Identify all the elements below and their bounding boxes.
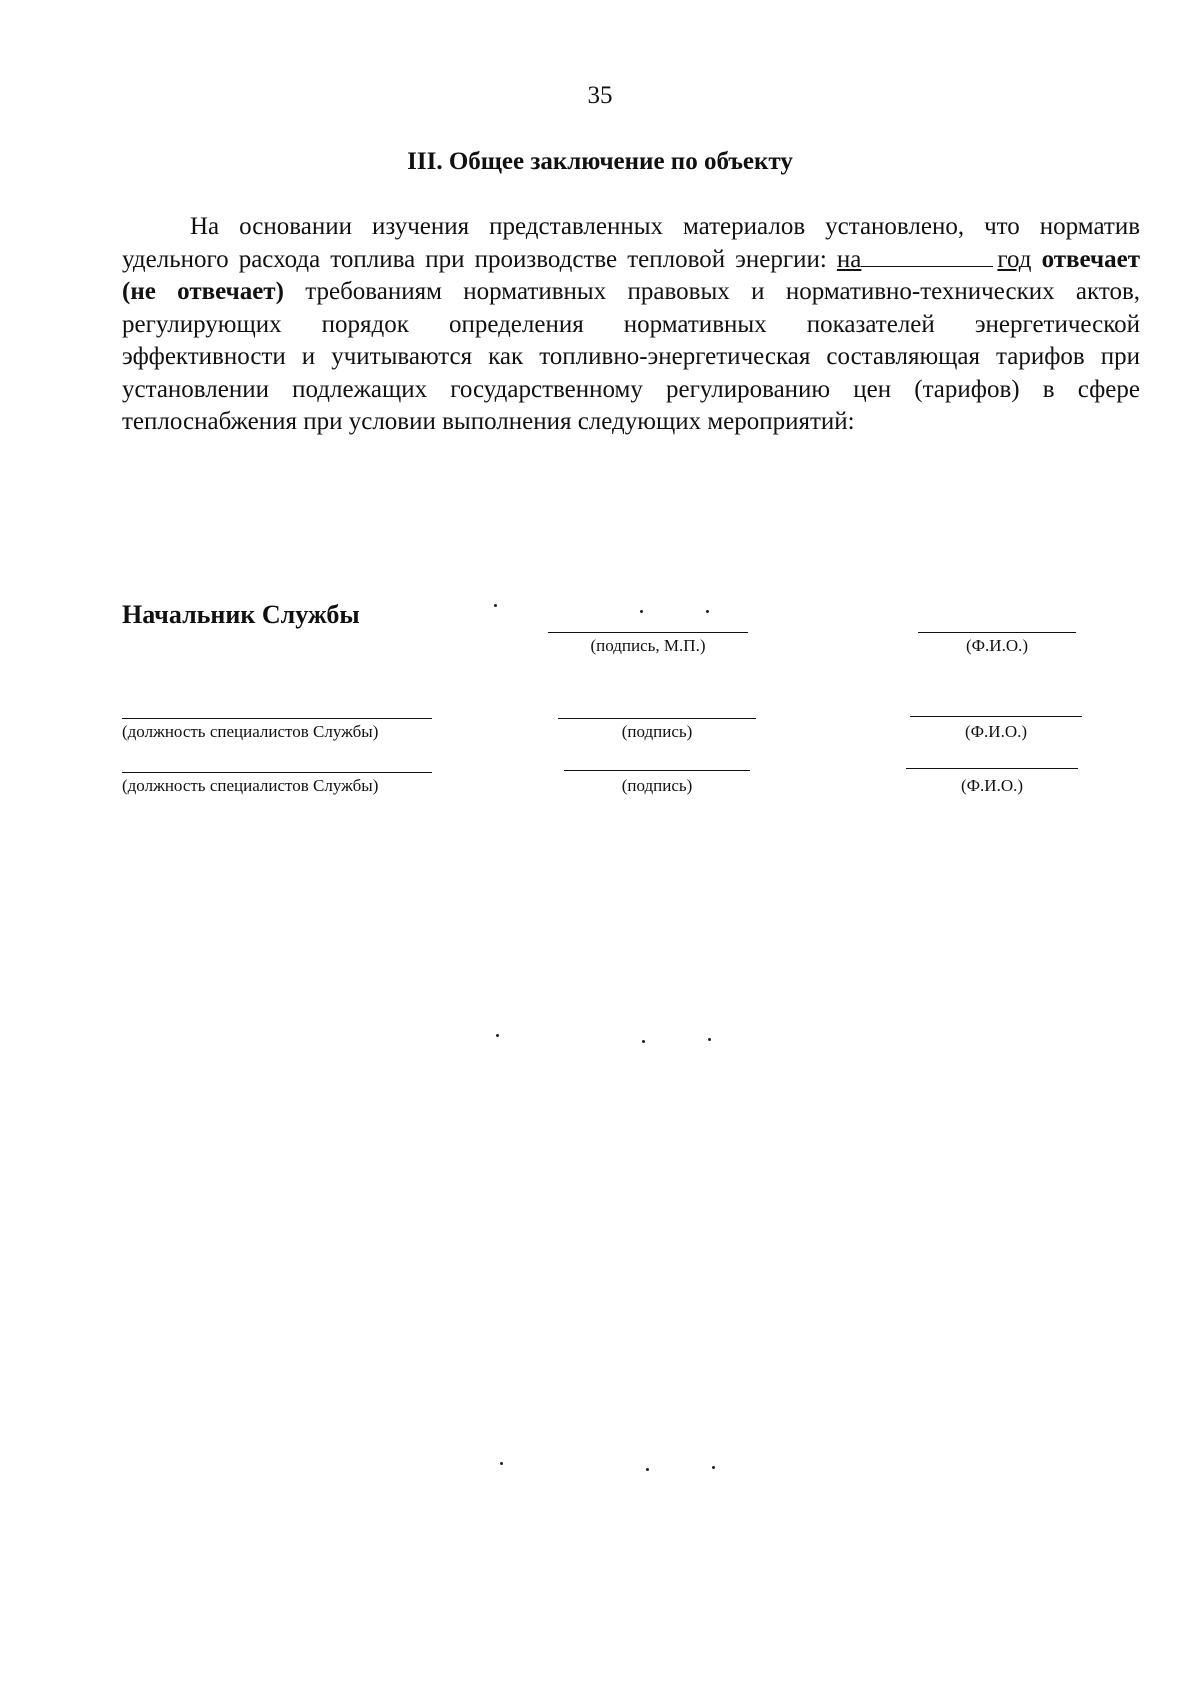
scan-speck <box>712 1466 715 1469</box>
specialist-1-name-line[interactable] <box>910 716 1082 717</box>
scan-speck <box>706 610 709 613</box>
specialist-1-name-caption: (Ф.И.О.) <box>964 722 1028 741</box>
conclusion-text-part-1: На основании изучения представленных материалов установлено, что норматив удельного расхода топлива при производстве тепловой энергии: <box>122 213 1140 273</box>
scan-speck <box>494 604 497 607</box>
year-prefix: на <box>836 245 862 273</box>
scan-speck <box>646 1468 649 1471</box>
specialist-2-signature-caption: (подпись) <box>621 776 693 795</box>
head-name-caption: (Ф.И.О.) <box>965 636 1029 655</box>
specialist-2-position-caption: (должность специалистов Службы) <box>122 776 379 795</box>
head-name-line[interactable] <box>918 632 1076 633</box>
scan-speck <box>640 610 643 613</box>
year-blank-field[interactable] <box>861 246 993 267</box>
scan-speck <box>708 1038 711 1041</box>
page-number: 35 <box>587 82 613 109</box>
conclusion-text-part-2: требованиям нормативных правовых и нормативно-технических актов, регулирующих порядок определения нормативных показателей энергетической эффективности и учитываются как топливно-энергетическая составляющая тарифов при установлении подлежащих государственному регулированию цен (тарифов) в сфере теплоснабжения при условии выполнения следующих мероприятий: <box>122 278 1140 435</box>
head-of-service-title: Начальник Службы <box>122 600 360 629</box>
scan-speck <box>642 1040 645 1043</box>
specialist-1-position-caption: (должность специалистов Службы) <box>122 722 379 741</box>
specialist-2-name-line[interactable] <box>906 768 1078 769</box>
scan-speck <box>496 1034 499 1037</box>
verdict-text: отвечает (не отвечает) <box>122 245 1141 305</box>
specialist-1-signature-line[interactable] <box>558 718 756 719</box>
scan-speck <box>500 1462 503 1465</box>
head-signature-caption: (подпись, М.П.) <box>590 636 706 655</box>
head-signature-line[interactable] <box>548 632 748 633</box>
specialist-1-signature-caption: (подпись) <box>621 722 693 741</box>
specialist-2-name-caption: (Ф.И.О.) <box>960 776 1024 795</box>
conclusion-paragraph <box>122 211 1140 439</box>
specialist-2-position-line[interactable] <box>122 772 432 773</box>
specialist-2-signature-line[interactable] <box>564 770 750 771</box>
year-word: год <box>997 245 1032 273</box>
specialist-1-position-line[interactable] <box>122 718 432 719</box>
section-title: III. Общее заключение по объекту <box>407 148 793 175</box>
